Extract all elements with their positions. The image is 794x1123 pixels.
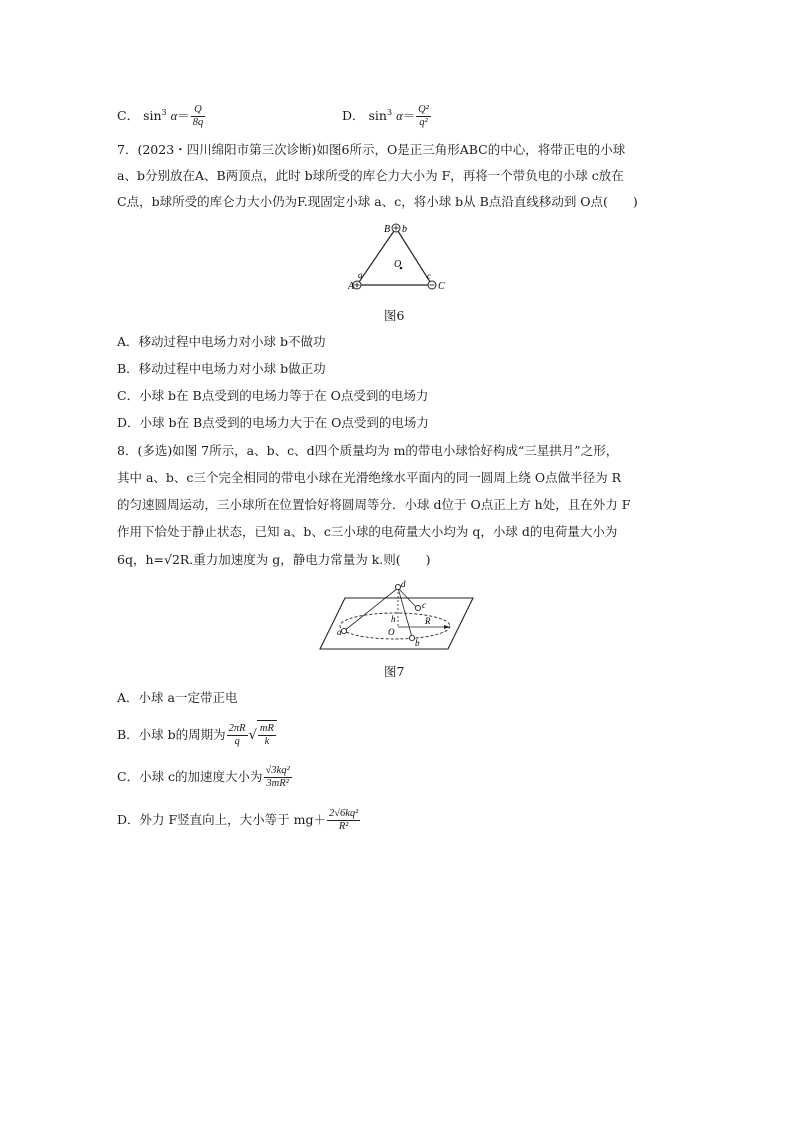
radical-sign: √ (248, 728, 257, 743)
label-c: c (422, 600, 426, 610)
label-b: b (415, 638, 420, 648)
sqrt-content (257, 720, 277, 749)
label-O: O (394, 259, 402, 270)
figure-7-three-stars (315, 578, 480, 653)
label-h: h (391, 614, 396, 624)
numerator: mR (259, 723, 274, 734)
q8-stem-line3: 的匀速圆周运动，三小球所在位置恰好将圆周等分．小球 d位于 O点正上方 h处，且在外力 F (117, 497, 631, 512)
alpha-symbol: α (170, 109, 178, 123)
label-C: C (438, 281, 445, 292)
exponent: 3 (161, 108, 167, 117)
ball-d (395, 584, 400, 589)
option-text: C．小球 c的加速度大小为 (117, 769, 263, 784)
label-a: a (337, 627, 342, 637)
option-text: B．小球 b的周期为 (117, 727, 226, 742)
q8-option-d (117, 806, 361, 834)
line-d-to-a (344, 588, 398, 631)
label-b: b (402, 224, 407, 235)
q8-stem-line5: 6q，h=√2R.重力加速度为 g，静电力常量为 k.则( ) (117, 552, 431, 567)
figure-7-caption: 图7 (384, 664, 405, 679)
label-A: A (348, 281, 355, 292)
option-label: D． (342, 108, 365, 123)
q8-option-b (117, 720, 277, 750)
numerator: Q² (418, 104, 429, 115)
q8-stem-line4: 作用下恰处于静止状态，已知 a、b、c三小球的电荷量大小均为 q，小球 d的电荷量大小为 (117, 524, 618, 539)
q8-option-a: A．小球 a一定带正电 (117, 690, 238, 705)
label-a: a (358, 270, 363, 280)
denominator: R² (338, 821, 349, 832)
q6-option-d (342, 104, 432, 129)
q7-option-a: A．移动过程中电场力对小球 b不做功 (117, 334, 326, 349)
numerator: Q (191, 104, 206, 117)
numerator: 2√6kq² (329, 808, 359, 819)
sin-text: sin (368, 108, 387, 123)
ball-b (409, 635, 414, 640)
equals-sign: ＝ (177, 108, 190, 123)
denominator: q² (419, 117, 428, 128)
ball-c (415, 605, 420, 610)
ball-a (341, 628, 346, 633)
numerator: √3kq² (265, 765, 290, 776)
q7-stem-line1: 7．(2023・四川绵阳市第三次诊断)如图6所示，O是正三角形ABC的中心，将带正电的小球 (117, 142, 626, 157)
numerator: 2πR (228, 723, 246, 734)
q7-stem-line3: C点，b球所受的库仑力大小仍为F.现固定小球 a、c，将小球 b从 B点沿直线移动到 O点( ) (117, 194, 638, 209)
figure-6-caption: 图6 (384, 308, 405, 323)
label-O: O (388, 627, 395, 637)
triangle-abc (357, 228, 432, 285)
fraction (327, 808, 360, 833)
fraction (227, 723, 248, 748)
q8-option-c (117, 763, 293, 791)
denominator: 8q (192, 117, 204, 128)
alpha-symbol: α (396, 109, 403, 123)
q8-stem-line2: 其中 a、b、c三个完全相同的带电小球在光滑绝缘水平面内的同一圆周上绕 O点做半径为 R (117, 470, 622, 485)
option-label: C． (117, 108, 140, 123)
fraction (258, 723, 276, 748)
fraction (416, 104, 431, 129)
q7-option-c: C．小球 b在 B点受到的电场力等于在 O点受到的电场力 (117, 388, 429, 403)
q7-option-b: B．移动过程中电场力对小球 b做正功 (117, 361, 326, 376)
equals-sign: ＝ (402, 108, 416, 123)
q7-option-d: D．小球 b在 B点受到的电场力大于在 O点受到的电场力 (117, 415, 429, 430)
exponent: 3 (386, 108, 393, 117)
q7-stem-line2: a、b分别放在A、B两顶点，此时 b球所受的库仑力大小为 F，再将一个带负电的小球 c放在 (117, 168, 624, 183)
label-B: B (384, 224, 391, 235)
figure-6-triangle (340, 218, 450, 298)
q8-stem-line1: 8．(多选)如图 7所示，a、b、c、d四个质量均为 m的带电小球恰好构成“三星拱月”之形， (117, 443, 619, 458)
denominator: k (264, 736, 270, 747)
sin-text: sin (143, 108, 162, 123)
q6-option-c (117, 104, 206, 129)
label-R: R (425, 616, 431, 626)
denominator: 3mR² (266, 778, 289, 789)
option-text: D．外力 F竖直向上，大小等于 mg＋ (117, 812, 326, 827)
fraction (264, 765, 292, 790)
label-d: d (401, 579, 406, 589)
label-c: c (427, 271, 431, 281)
horizontal-plane (320, 598, 473, 649)
fraction (191, 104, 206, 129)
denominator: q (234, 736, 240, 747)
